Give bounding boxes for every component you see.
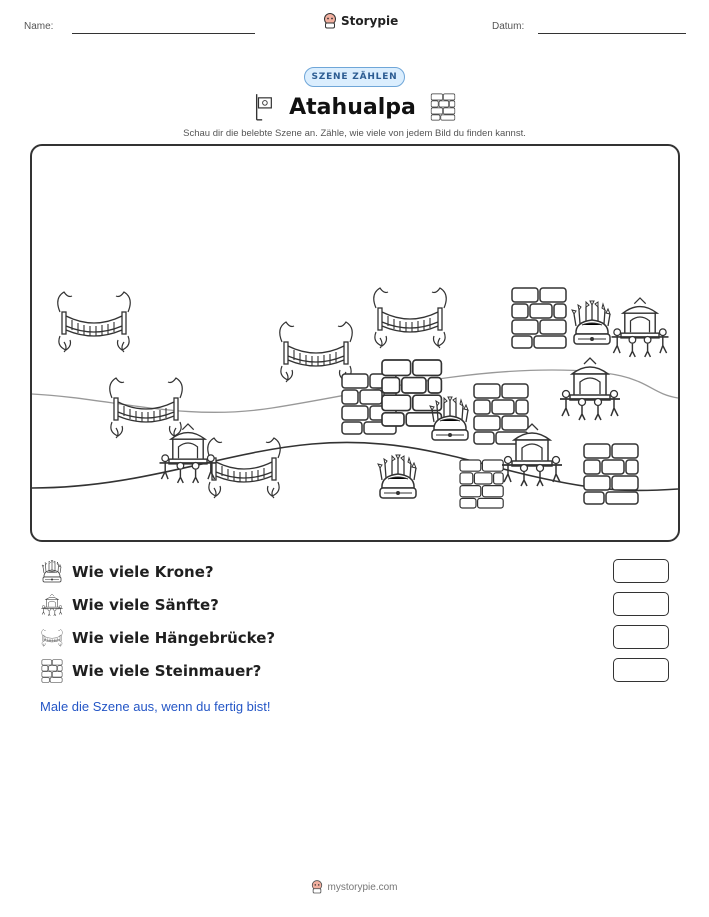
question-text: Wie viele Hängebrücke? xyxy=(72,629,276,647)
stone-wall xyxy=(460,460,503,508)
litter xyxy=(612,298,669,357)
answer-box[interactable] xyxy=(613,658,669,682)
title-row xyxy=(0,92,709,122)
brand-name: Storypie xyxy=(341,14,399,28)
stone-wall-icon xyxy=(430,93,456,121)
answer-box[interactable] xyxy=(613,625,669,649)
worksheet-type-badge: SZENE ZÄHLEN xyxy=(304,67,405,87)
date-line[interactable] xyxy=(538,33,686,34)
brand-logo xyxy=(323,13,398,29)
hanging-bridge xyxy=(208,438,281,498)
crown-icon xyxy=(40,560,64,584)
question-row xyxy=(40,559,680,585)
coloring-instruction: Male die Szene aus, wenn du fertig bist! xyxy=(40,699,271,714)
counting-scene xyxy=(30,144,680,542)
hanging-bridge xyxy=(374,288,447,348)
page-title: Atahualpa xyxy=(289,94,416,120)
name-label: Name: xyxy=(24,21,54,32)
stone-wall xyxy=(512,288,566,348)
hanging-bridge-icon xyxy=(40,626,64,650)
flag-icon xyxy=(253,92,275,122)
footer-url[interactable]: mystorypie.com xyxy=(327,881,398,893)
answer-box[interactable] xyxy=(613,559,669,583)
hanging-bridge xyxy=(58,292,131,352)
crown xyxy=(378,455,416,498)
date-label: Datum: xyxy=(492,21,525,32)
answer-box[interactable] xyxy=(613,592,669,616)
litter-icon xyxy=(40,593,64,617)
question-text: Wie viele Steinmauer? xyxy=(72,662,262,680)
stone-wall xyxy=(584,444,638,504)
question-row xyxy=(40,592,680,618)
name-line[interactable] xyxy=(72,33,255,34)
hanging-bridge xyxy=(280,322,353,382)
question-text: Wie viele Krone? xyxy=(72,563,214,581)
hill-line-front xyxy=(32,442,678,490)
storypie-mascot-icon xyxy=(323,13,337,29)
instructions: Schau dir die belebte Szene an. Zähle, wie viele von jedem Bild du finden kannst. xyxy=(183,128,526,139)
question-row xyxy=(40,625,680,651)
litter xyxy=(560,358,620,420)
question-row xyxy=(40,658,680,684)
stone-wall xyxy=(474,384,528,444)
scene-illustration xyxy=(32,146,678,540)
question-text: Wie viele Sänfte? xyxy=(72,596,219,614)
crown xyxy=(572,301,610,344)
storypie-mascot-icon xyxy=(311,880,323,894)
footer xyxy=(0,880,709,894)
stone-wall-icon xyxy=(40,659,64,683)
